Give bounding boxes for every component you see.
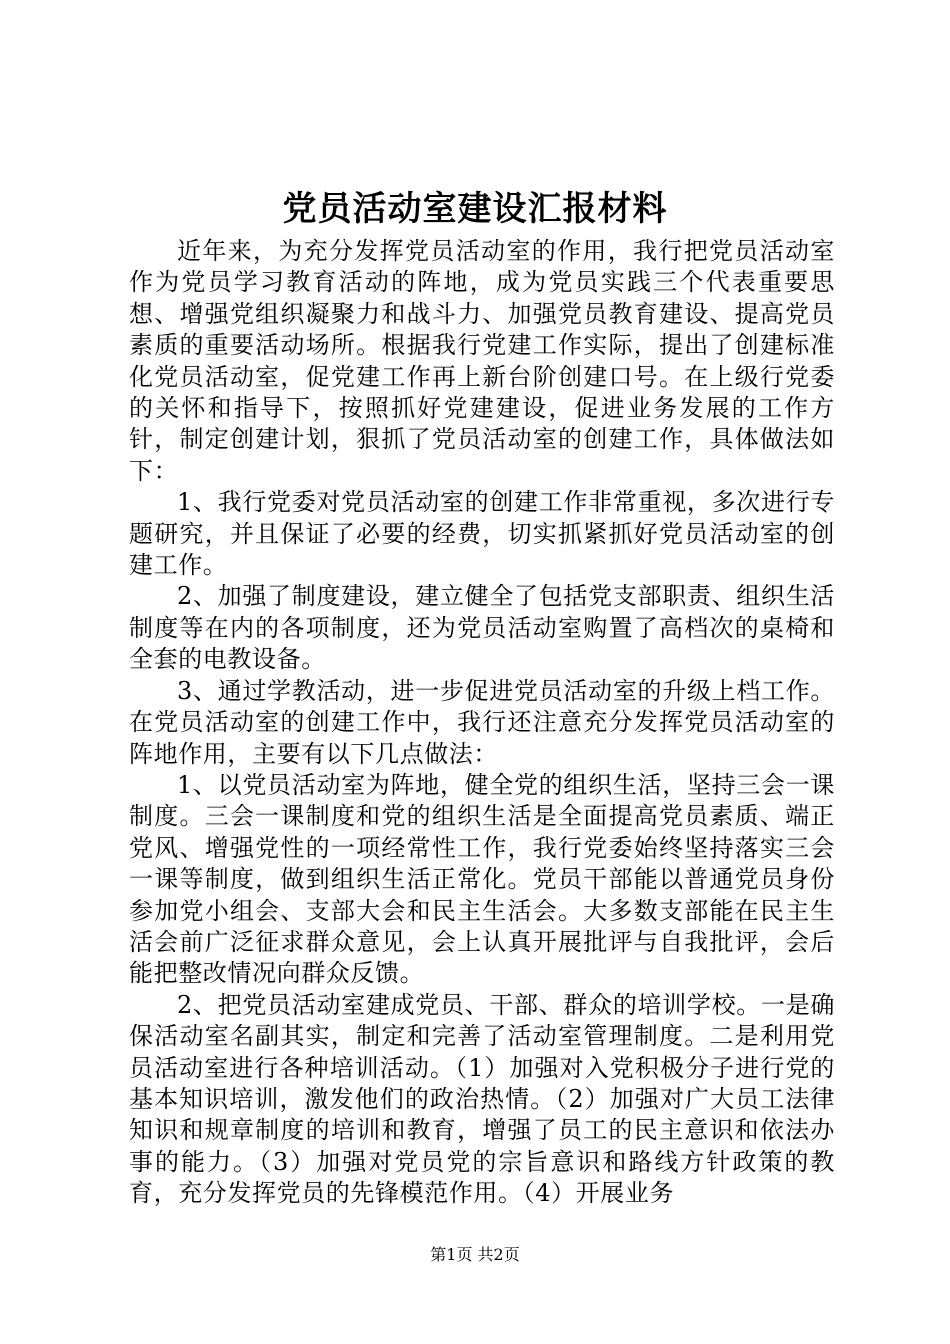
paragraph-item-3: 3、通过学教活动，进一步促进党员活动室的升级上档工作。在党员活动室的创建工作中，我行还注意充分发挥党员活动室的阵地作用，主要有以下几点做法： [129,676,835,768]
paragraph-practice-2: 2、把党员活动室建成党员、干部、群众的培训学校。一是确保活动室名副其实，制定和完善了活动室管理制度。二是利用党员活动室进行各种培训活动。（1）加强对入党积极分子进行党的基本知识培训，激发他们的政治热情。（2）加强对广大员工法律知识和规章制度的培训和教育，增强了员工的民主意识和依法办事的能力。（3）加强对党员党的宗旨意识和路线方针政策的教育，充分发挥党员的先锋模范作用。（4）开展业务 [129,990,835,1208]
page-footer: 第1页 共2页 [430,1245,520,1264]
paragraph-item-2: 2、加强了制度建设，建立健全了包括党支部职责、组织生活制度等在内的各项制度，还为党员活动室购置了高档次的桌椅和全套的电教设备。 [129,582,835,674]
paragraph-item-1: 1、我行党委对党员活动室的创建工作非常重视，多次进行专题研究，并且保证了必要的经费，切实抓紧抓好党员活动室的创建工作。 [129,488,835,580]
document-title: 党员活动室建设汇报材料 [282,189,668,229]
document-body [129,236,835,1210]
paragraph-practice-1: 1、以党员活动室为阵地，健全党的组织生活，坚持三会一课制度。三会一课制度和党的组织生活是全面提高党员素质、端正党风、增强党性的一项经常性工作，我行党委始终坚持落实三会一课等制度，做到组织生活正常化。党员干部能以普通党员身份参加党小组会、支部大会和民主生活会。大多数支部能在民主生活会前广泛征求群众意见，会上认真开展批评与自我批评，会后能把整改情况向群众反馈。 [129,770,835,988]
paragraph-intro: 近年来，为充分发挥党员活动室的作用，我行把党员活动室作为党员学习教育活动的阵地，成为党员实践三个代表重要思想、增强党组织凝聚力和战斗力、加强党员教育建设、提高党员素质的重要活动场所。根据我行党建工作实际，提出了创建标准化党员活动室，促党建工作再上新台阶创建口号。在上级行党委的关怀和指导下，按照抓好党建建设，促进业务发展的工作方针，制定创建计划，狠抓了党员活动室的创建工作，具体做法如下： [129,237,835,485]
